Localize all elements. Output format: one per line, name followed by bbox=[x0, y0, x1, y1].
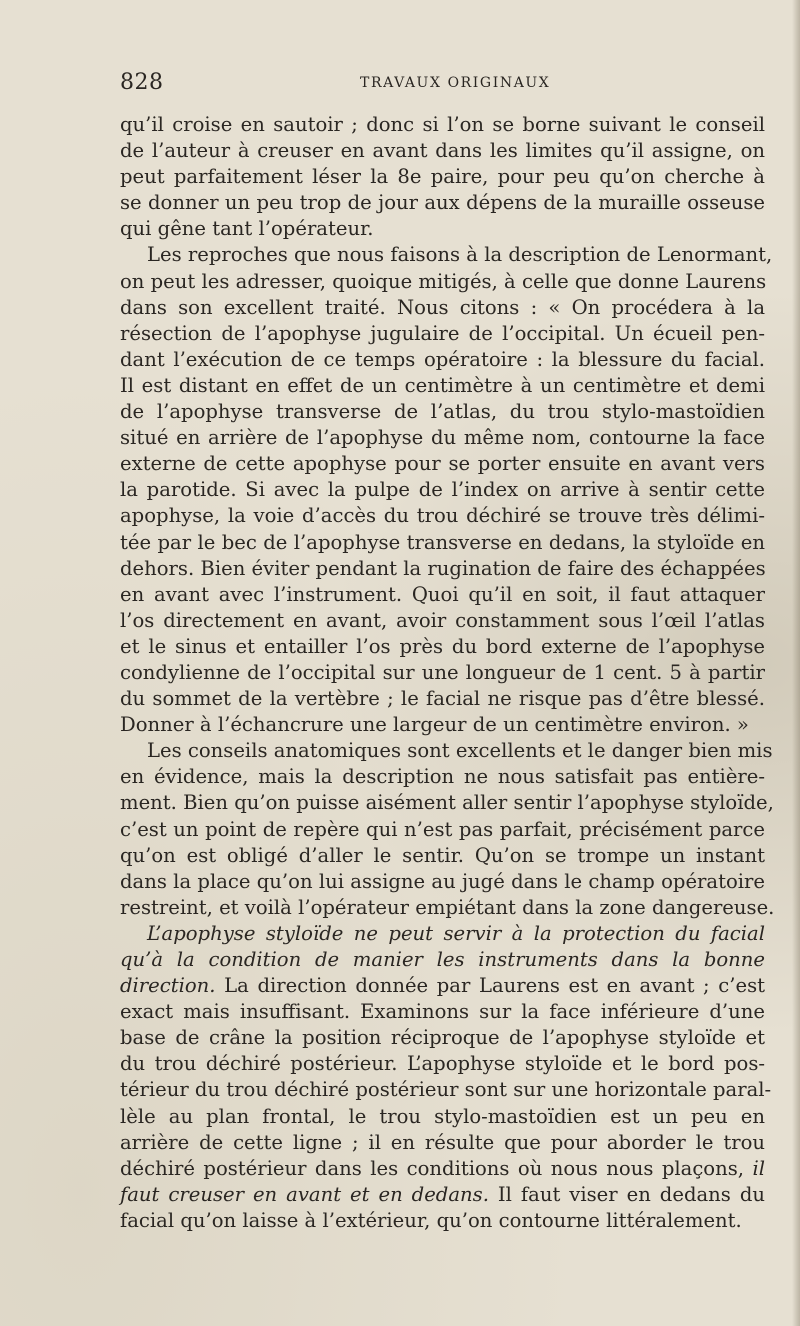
text-line: lèle au plan frontal, le trou stylo-mastoïdien est un peu en bbox=[120, 1104, 765, 1128]
running-title: TRAVAUX ORIGINAUX bbox=[360, 75, 551, 91]
text-line: du trou déchiré postérieur. L’apophyse styloïde et le bord pos- bbox=[120, 1052, 765, 1076]
text-line: base de crâne la position réciproque de l’apophyse styloïde et bbox=[120, 1026, 765, 1050]
text-line: dans son excellent traité. Nous citons : « On procédera à la bbox=[120, 295, 765, 319]
body-text bbox=[120, 112, 775, 1234]
italic-text: faut creuser en avant et en dedans. bbox=[120, 1182, 489, 1206]
text-line: Donner à l’échancrure une largeur de un centimètre environ. » bbox=[120, 713, 749, 737]
text-line: arrière de cette ligne ; il en résulte que pour aborder le trou bbox=[120, 1130, 765, 1154]
page-number: 828 bbox=[120, 70, 164, 95]
text-line: Les reproches que nous faisons à la description de Lenormant, bbox=[147, 243, 773, 267]
text-line: en évidence, mais la description ne nous satisfait pas entière- bbox=[120, 765, 765, 789]
roman-text: Il faut viser en dedans du bbox=[488, 1182, 765, 1206]
italic-text: il bbox=[752, 1156, 765, 1180]
text-line: qui gêne tant l’opérateur. bbox=[120, 217, 374, 241]
text-line: condylienne de l’occipital sur une longueur de 1 cent. 5 à partir bbox=[120, 660, 765, 684]
text-line: ment. Bien qu’on puisse aisément aller sentir l’apophyse styloïde, bbox=[120, 791, 774, 815]
text-line: externe de cette apophyse pour se porter ensuite en avant vers bbox=[120, 452, 765, 476]
text-line: et le sinus et entailler l’os près du bord externe de l’apophyse bbox=[120, 634, 765, 658]
text-line: du sommet de la vertèbre ; le facial ne risque pas d’être blessé. bbox=[120, 687, 765, 711]
text-line: Il est distant en effet de un centimètre à un centimètre et demi bbox=[120, 373, 765, 397]
text-line: on peut les adresser, quoique mitigés, à celle que donne Laurens bbox=[120, 269, 767, 293]
text-line: restreint, et voilà l’opérateur empiétant dans la zone dangereuse. bbox=[120, 895, 775, 919]
text-line: facial qu’on laisse à l’extérieur, qu’on contourne littéralement. bbox=[120, 1208, 742, 1232]
text-line: la parotide. Si avec la pulpe de l’index on arrive à sentir cette bbox=[120, 478, 765, 502]
running-head bbox=[120, 70, 765, 100]
text-line: résection de l’apophyse jugulaire de l’occipital. Un écueil pen- bbox=[120, 321, 765, 345]
text-line: l’os directement en avant, avoir constamment sous l’œil l’atlas bbox=[120, 608, 765, 632]
text-line: de l’apophyse transverse de l’atlas, du trou stylo-mastoïdien bbox=[120, 400, 765, 424]
text-line bbox=[120, 947, 765, 973]
italic-text: qu’à la condition de manier les instruments dans la bonne bbox=[120, 948, 765, 971]
roman-text: La direction donnée par Laurens est en avant ; c’est bbox=[215, 974, 765, 998]
text-line bbox=[120, 1182, 765, 1208]
text-line: se donner un peu trop de jour aux dépens de la muraille osseuse bbox=[120, 191, 765, 215]
text-line: qu’on est obligé d’aller le sentir. Qu’on se trompe un instant bbox=[120, 843, 765, 867]
italic-text: direction. bbox=[120, 974, 216, 998]
text-line bbox=[120, 921, 765, 947]
text-line: dans la place qu’on lui assigne au jugé dans le champ opératoire bbox=[120, 869, 765, 893]
text-line: térieur du trou déchiré postérieur sont sur une horizontale paral- bbox=[120, 1078, 772, 1102]
text-line: dehors. Bien éviter pendant la rugination de faire des échappées bbox=[120, 556, 766, 580]
text-line bbox=[120, 1156, 765, 1182]
text-line bbox=[120, 973, 765, 999]
text-line: situé en arrière de l’apophyse du même nom, contourne la face bbox=[120, 426, 765, 450]
italic-text: L’apophyse styloïde ne peut servir à la protection du facial bbox=[147, 921, 765, 945]
text-line: qu’il croise en sautoir ; donc si l’on se borne suivant le conseil bbox=[120, 113, 765, 136]
text-line: tée par le bec de l’apophyse transverse en dedans, la styloïde en bbox=[120, 530, 765, 554]
text-line: de l’auteur à creuser en avant dans les limites qu’il assigne, on bbox=[120, 139, 765, 163]
text-line: dant l’exécution de ce temps opératoire : la blessure du facial. bbox=[120, 347, 765, 371]
text-line: Les conseils anatomiques sont excellents et le danger bien mis bbox=[147, 739, 773, 763]
text-line: peut parfaitement léser la 8e paire, pour peu qu’on cherche à bbox=[120, 165, 765, 189]
text-line: apophyse, la voie d’accès du trou déchiré se trouve très délimi- bbox=[120, 504, 765, 528]
text-line: en avant avec l’instrument. Quoi qu’il en soit, il faut attaquer bbox=[120, 582, 765, 606]
page-edge-shadow bbox=[792, 0, 800, 1326]
text-line: exact mais insuffisant. Examinons sur la face inférieure d’une bbox=[120, 1000, 765, 1024]
text-line: c’est un point de repère qui n’est pas parfait, précisément parce bbox=[120, 817, 765, 841]
roman-text: déchiré postérieur dans les conditions où nous nous plaçons, bbox=[120, 1156, 753, 1180]
